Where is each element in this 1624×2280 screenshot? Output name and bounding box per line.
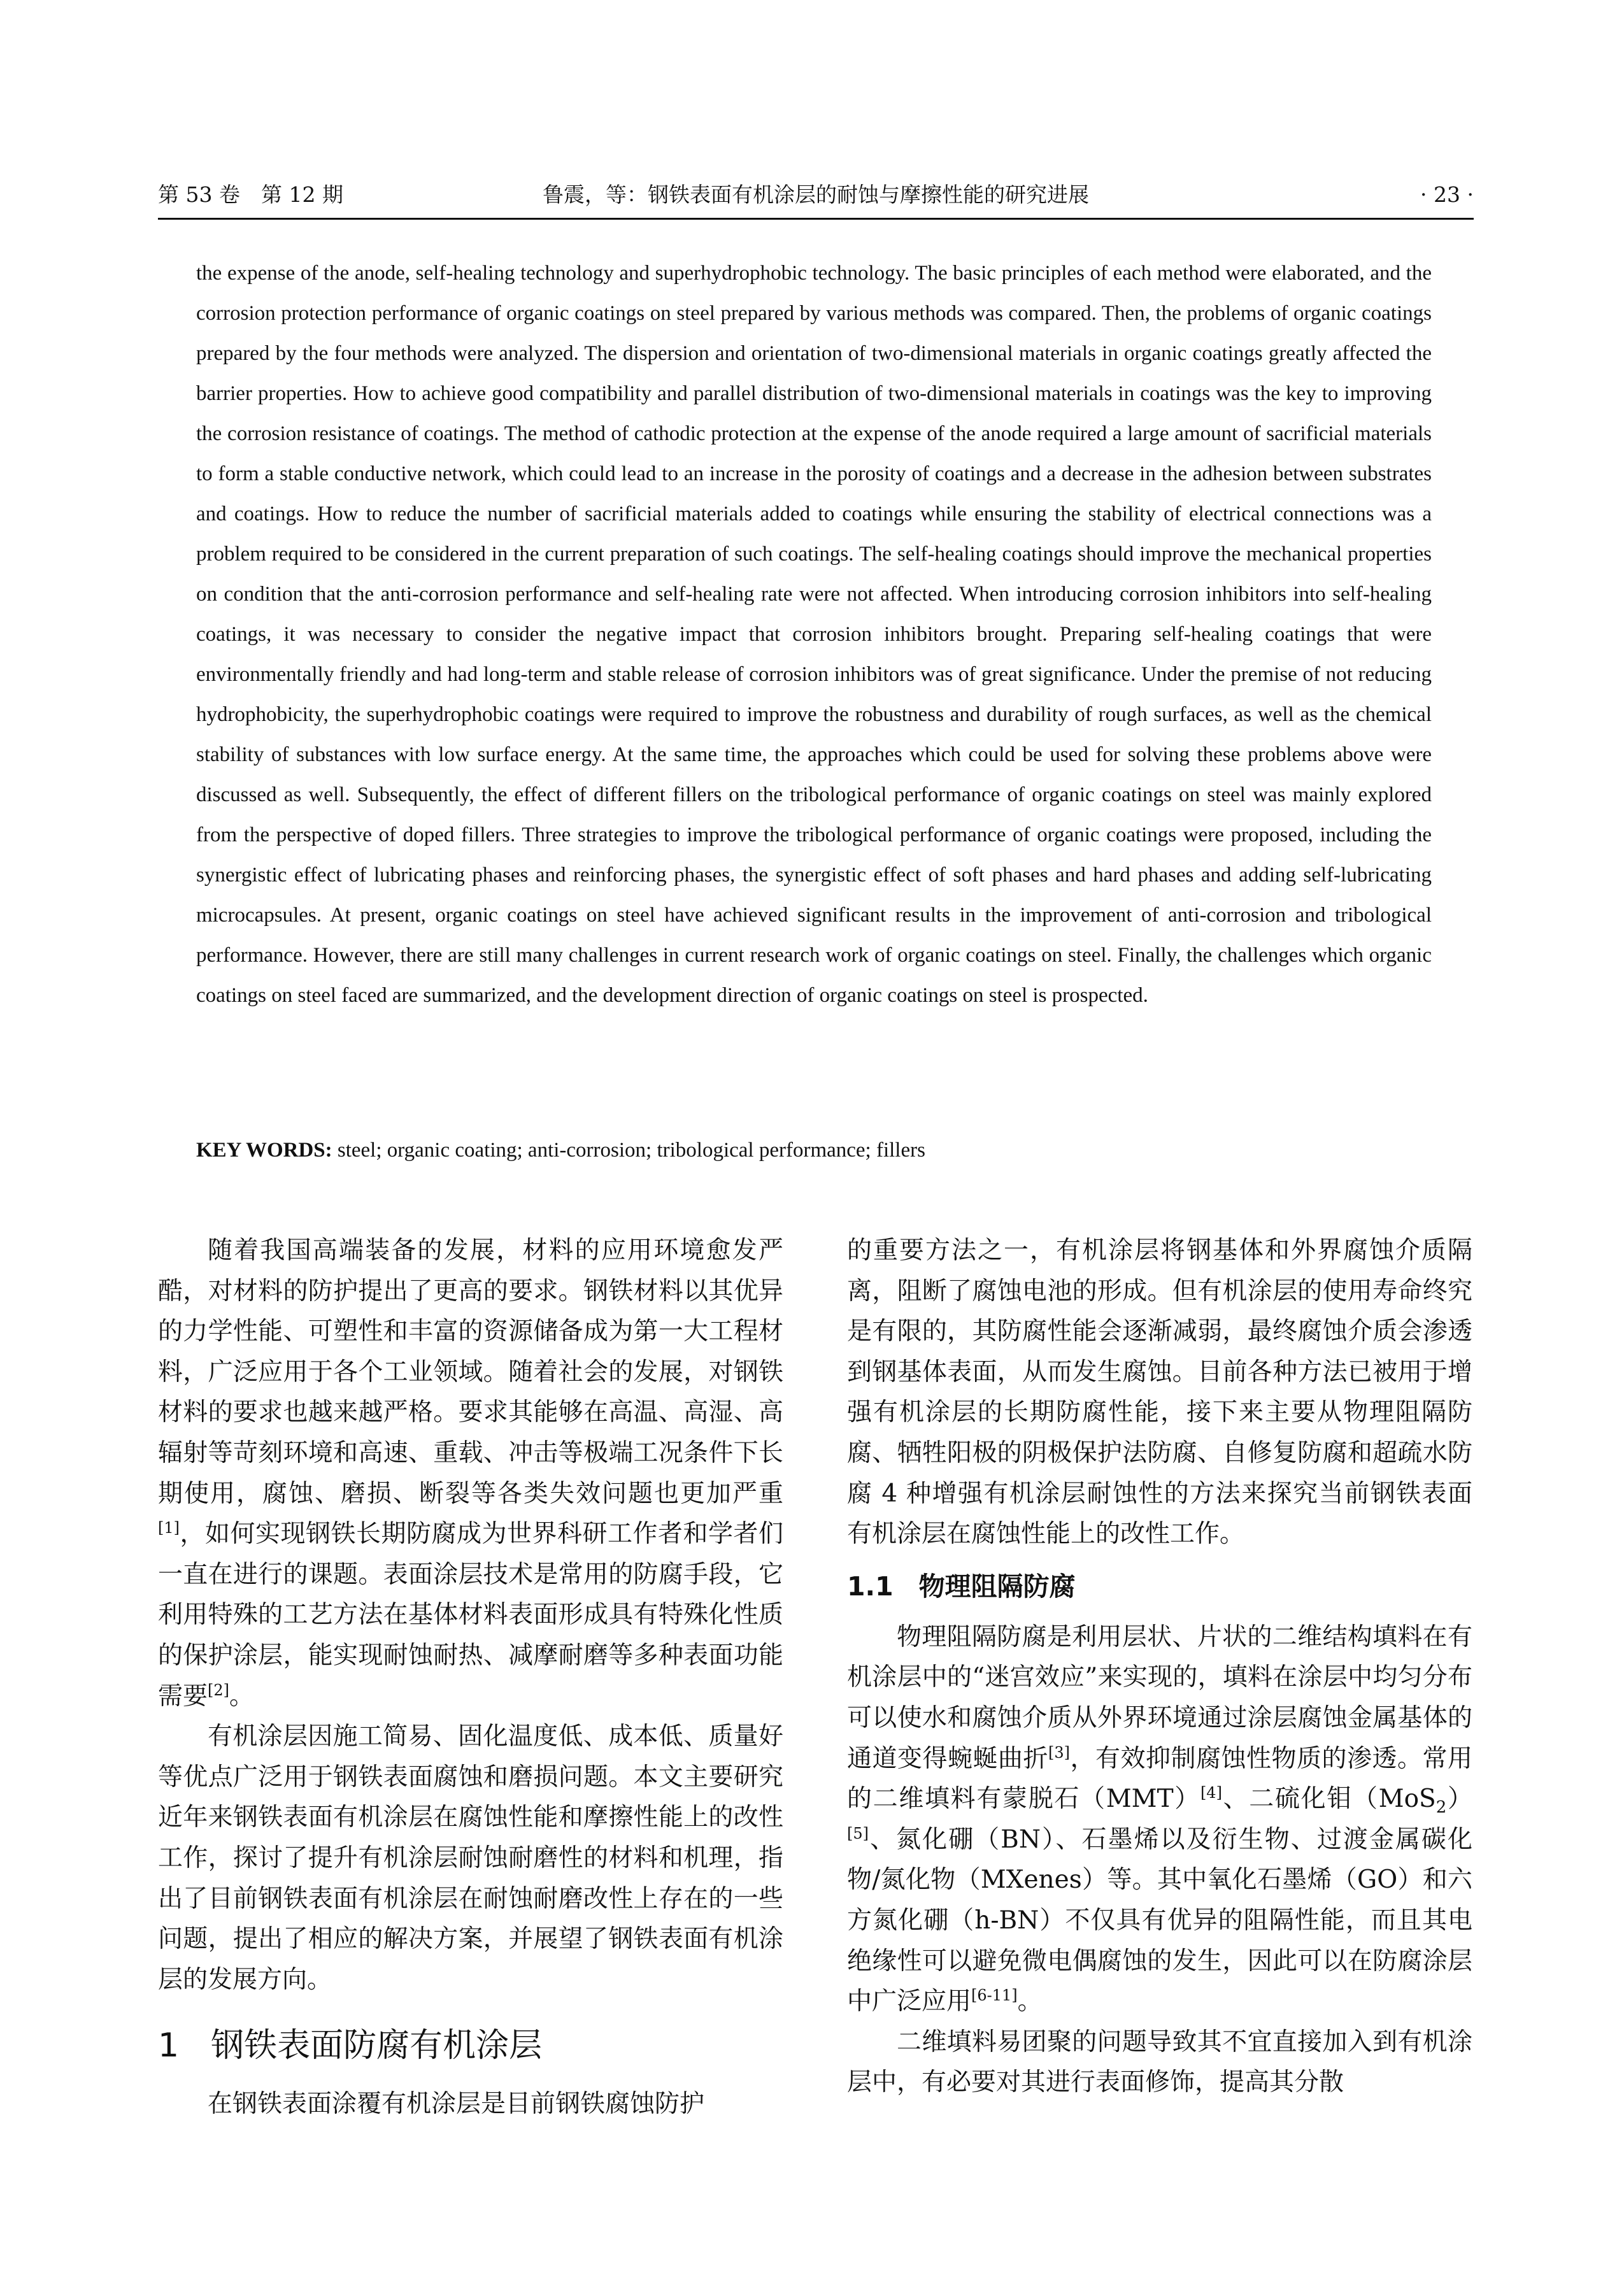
- keywords-label: KEY WORDS:: [196, 1139, 332, 1162]
- subsection-title: 物理阻隔防腐: [918, 1571, 1076, 1602]
- keywords-text: steel; organic coating; anti-corrosion; tribological performance; fillers: [337, 1139, 925, 1162]
- section-heading-1: [158, 2027, 783, 2065]
- citation-ref[interactable]: [3]: [1048, 1743, 1070, 1762]
- paragraph-section-1: 在钢铁表面涂覆有机涂层是目前钢铁腐蚀防护: [208, 2090, 705, 2119]
- paragraph-text: 。: [1017, 1987, 1043, 2016]
- subscript: 2: [1435, 1797, 1447, 1817]
- page-number: · 23 ·: [1420, 182, 1474, 207]
- paragraph-text: ）: [1446, 1785, 1472, 1814]
- paragraph-text: 、氮化硼（BN）、石墨烯以及衍生物、过渡金属碳化物/氮化物（MXenes）等。其中氧化石墨烯（GO）和六方氮化硼（h-BN）不仅具有优异的阻隔性能，而且其电绝缘性可以避免微电偶腐蚀的发生，因此可以在防腐涂层中广泛应用: [847, 1825, 1472, 2016]
- citation-ref[interactable]: [6-11]: [971, 1986, 1018, 2005]
- running-header: [158, 176, 1474, 220]
- subsection-heading-1-1: [847, 1567, 1472, 1606]
- section-title: 钢铁表面防腐有机涂层: [211, 2027, 543, 2065]
- section-number: 1: [158, 2027, 180, 2065]
- paragraph-text: 物理阻隔防腐是利用层状、片状的二维结构填料在有机涂层中的“迷宫效应”来实现的，填料在涂层中均匀分布可以使水和腐蚀介质从外界环境通过涂层腐蚀金属基体的通道变得蜿蜒曲折: [847, 1622, 1472, 1773]
- paragraph-text: 、二硫化钼（MoS: [1222, 1785, 1436, 1814]
- citation-ref[interactable]: [4]: [1200, 1784, 1222, 1802]
- running-title: 鲁震，等：钢铁表面有机涂层的耐蚀与摩擦性能的研究进展: [543, 182, 1089, 207]
- paragraph-text: ，有效抑制腐蚀性物质的渗透。常用的二维填料有蒙脱石（MMT）: [847, 1744, 1472, 1814]
- paragraph-introduction-1: [158, 1230, 783, 1716]
- subsection-number: 1.1: [847, 1571, 894, 1602]
- citation-ref[interactable]: [1]: [158, 1519, 180, 1537]
- abstract-text: the expense of the anode, self-healing technology and superhydrophobic technology. The basic principles of each method were elaborated, and the corrosion protection performance of organic coatings on steel prepared by various methods was compared. Then, the problems of organic coatings prepared by the four methods were analyzed. The dispersion and orientation of two-dimensional materials in organic coatings greatly affected the barrier properties. How to achieve good compatibility and parallel distribution of two-dimensional materials in coatings was the key to improving the corrosion resistance of coatings. The method of cathodic protection at the expense of the anode required a large amount of sacrificial materials to form a stable conductive network, which could lead to an increase in the porosity of coatings and a decrease in the adhesion between substrates and coatings. How to reduce the number of sacrificial materials added to coatings while ensuring the stability of electrical connections was a problem required to be considered in the current preparation of such coatings. The self-healing coatings should improve the mechanical properties on condition that the anti-corrosion performance and self-healing rate were not affected. When introducing corrosion inhibitors into self-healing coatings, it was necessary to consider the negative impact that corrosion inhibitors brought. Preparing self-healing coatings that were environmentally friendly and had long-term and stable release of corrosion inhibitors was of great significance. Under the premise of not reducing hydrophobicity, the superhydrophobic coatings were required to improve the robustness and durability of rough surfaces, as well as the chemical stability of substances with low surface energy. At the same time, the approaches which could be used for solving these problems above were discussed as well. Subsequently, the effect of different fillers on the tribological performance of organic coatings on steel was mainly explored from the perspective of doped fillers. Three strategies to improve the tribological performance of organic coatings were proposed, including the synergistic effect of lubricating phases and reinforcing phases, the synergistic effect of soft phases and hard phases and adding self-lubricating microcapsules. At present, organic coatings on steel have achieved significant results in the improvement of anti-corrosion and tribological performance. However, there are still many challenges in current research work of organic coatings on steel. Finally, the challenges which organic coatings on steel faced are summarized, and the development direction of organic coatings on steel is prospected.: [196, 262, 1432, 1007]
- citation-ref[interactable]: [2]: [208, 1681, 230, 1699]
- body-column-left: [158, 1230, 783, 2125]
- paragraph-text: 随着我国高端装备的发展，材料的应用环境愈发严酷，对材料的防护提出了更高的要求。钢铁材料以其优异的力学性能、可塑性和丰富的资源储备成为第一大工程材料，广泛应用于各个工业领域。随着社会的发展，对钢铁材料的要求也越来越严格。要求其能够在高温、高湿、高辐射等苛刻环境和高速、重载、冲击等极端工况条件下长期使用，腐蚀、磨损、断裂等各类失效问题也更加严重: [158, 1236, 783, 1508]
- keywords-line: [196, 1131, 1432, 1169]
- paragraph-text: 。: [229, 1681, 255, 1711]
- paragraph-barrier-1: [847, 1617, 1472, 2022]
- body-column-right: [847, 1230, 1472, 2103]
- paragraph-text: ，如何实现钢铁长期防腐成为世界科研工作者和学者们一直在进行的课题。表面涂层技术是常用的防腐手段，它利用特殊的工艺方法在基体材料表面形成具有特殊化性质的保护涂层，能实现耐蚀耐热、减摩耐磨等多种表面功能需要: [158, 1520, 783, 1711]
- citation-ref[interactable]: [5]: [847, 1824, 869, 1842]
- paragraph-barrier-2: 二维填料易团聚的问题导致其不宜直接加入到有机涂层中，有必要对其进行表面修饰，提高其分散: [847, 2027, 1472, 2097]
- paragraph-introduction-2: 有机涂层因施工简易、固化温度低、成本低、质量好等优点广泛用于钢铁表面腐蚀和磨损问题。本文主要研究近年来钢铁表面有机涂层在腐蚀性能和摩擦性能上的改性工作，探讨了提升有机涂层耐蚀耐磨性的材料和机理，指出了目前钢铁表面有机涂层在耐蚀耐磨改性上存在的一些问题，提出了相应的解决方案，并展望了钢铁表面有机涂层的发展方向。: [158, 1722, 783, 1994]
- english-abstract: [196, 253, 1432, 1016]
- paragraph-section-1-cont: 的重要方法之一，有机涂层将钢基体和外界腐蚀介质隔离，阻断了腐蚀电池的形成。但有机涂层的使用寿命终究是有限的，其防腐性能会逐渐减弱，最终腐蚀介质会渗透到钢基体表面，从而发生腐蚀。目前各种方法已被用于增强有机涂层的长期防腐性能，接下来主要从物理阻隔防腐、牺牲阳极的阴极保护法防腐、自修复防腐和超疏水防腐 4 种增强有机涂层耐蚀性的方法来探究当前钢铁表面有机涂层在腐蚀性能上的改性工作。: [847, 1236, 1472, 1549]
- journal-volume-issue: 第 53 卷 第 12 期: [158, 182, 343, 207]
